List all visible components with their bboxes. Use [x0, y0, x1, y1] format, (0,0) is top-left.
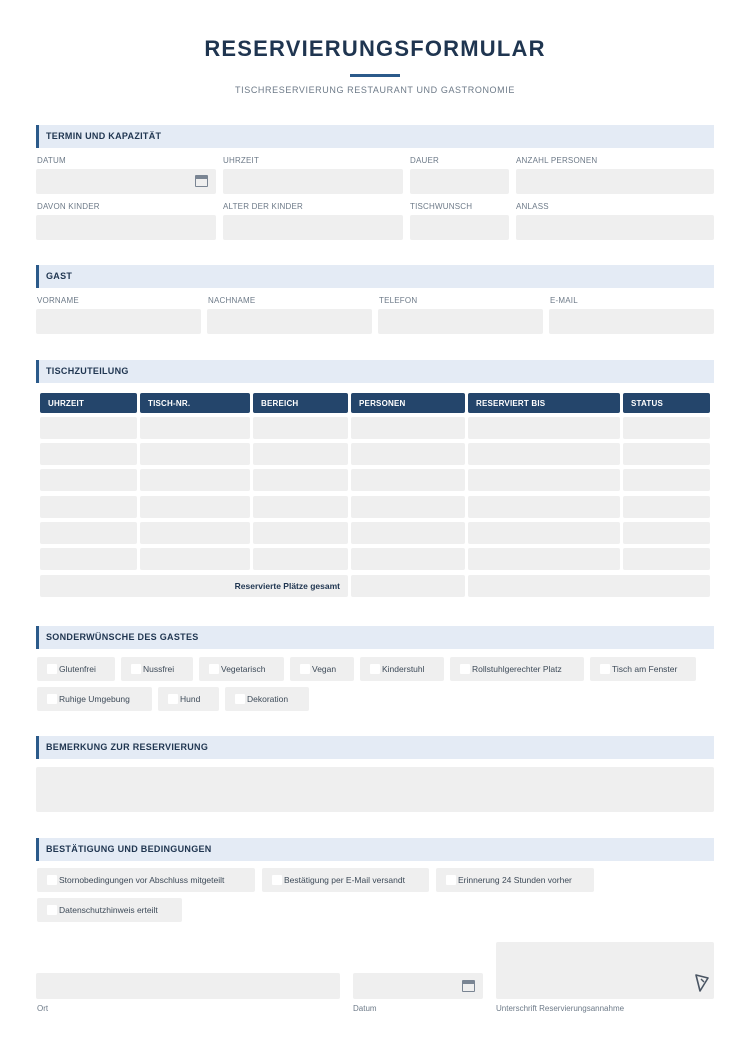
title-underline [350, 74, 400, 77]
table-cell[interactable] [253, 522, 348, 544]
section-bestaetigung [36, 838, 714, 861]
davon-kinder-field[interactable] [36, 215, 216, 240]
table-cell[interactable] [351, 469, 465, 491]
option-hund[interactable]: Hund [158, 687, 219, 711]
option-vegan[interactable]: Vegan [290, 657, 354, 681]
bemerkung-textarea[interactable] [36, 767, 714, 812]
table-cell[interactable] [623, 548, 710, 570]
section-bestaetigung-heading: BESTÄTIGUNG UND BEDINGUNGEN [46, 844, 212, 854]
table-cell[interactable] [140, 469, 250, 491]
anzahl-personen-field[interactable] [516, 169, 714, 194]
checkbox[interactable] [300, 664, 310, 674]
signature-field[interactable] [496, 942, 714, 999]
telefon-field[interactable] [378, 309, 543, 334]
table-cell[interactable] [623, 522, 710, 544]
table-cell[interactable] [140, 417, 250, 439]
checkbox[interactable] [460, 664, 470, 674]
table-cell[interactable] [253, 443, 348, 465]
table-cell[interactable] [140, 522, 250, 544]
option-ruhige-umgebung[interactable]: Ruhige Umgebung [37, 687, 152, 711]
nachname-field[interactable] [207, 309, 372, 334]
table-cell[interactable] [40, 469, 137, 491]
label-unterschrift: Unterschrift Reservierungsannahme [496, 1004, 625, 1013]
table-cell[interactable] [468, 522, 620, 544]
checkbox[interactable] [47, 905, 57, 915]
option-erinnerung[interactable]: Erinnerung 24 Stunden vorher [436, 868, 594, 892]
page-title: RESERVIERUNGSFORMULAR [204, 36, 546, 61]
anlass-field[interactable] [516, 215, 714, 240]
label-nachname: NACHNAME [208, 296, 256, 305]
checkbox[interactable] [446, 875, 456, 885]
option-nussfrei[interactable]: Nussfrei [121, 657, 193, 681]
table-header-tisch-nr: TISCH-NR. [140, 393, 250, 413]
table-header-bereich: BEREICH [253, 393, 348, 413]
section-termin [36, 125, 714, 148]
section-tischzuteilung-heading: TISCHZUTEILUNG [46, 366, 129, 376]
label-ort: Ort [37, 1004, 49, 1013]
label-telefon: TELEFON [379, 296, 418, 305]
uhrzeit-field[interactable] [223, 169, 403, 194]
table-cell[interactable] [140, 443, 250, 465]
section-sonderwuensche-heading: SONDERWÜNSCHE DES GASTES [46, 632, 199, 642]
section-tischzuteilung [36, 360, 714, 383]
table-cell[interactable] [468, 548, 620, 570]
table-cell[interactable] [351, 496, 465, 518]
table-cell[interactable] [351, 522, 465, 544]
checkbox[interactable] [370, 664, 380, 674]
label-davon-kinder: DAVON KINDER [37, 202, 100, 211]
table-cell[interactable] [140, 548, 250, 570]
label-anlass: ANLASS [516, 202, 549, 211]
alter-kinder-field[interactable] [223, 215, 403, 240]
table-cell[interactable] [253, 548, 348, 570]
table-cell[interactable] [40, 548, 137, 570]
table-sum-row [40, 575, 348, 597]
table-cell[interactable] [623, 469, 710, 491]
table-cell[interactable] [351, 548, 465, 570]
label-footer-datum: Datum [353, 1004, 377, 1013]
label-email: E-MAIL [550, 296, 578, 305]
page-subtitle: TISCHRESERVIERUNG RESTAURANT UND GASTRONOMIE [235, 85, 515, 95]
table-header-personen: PERSONEN [351, 393, 465, 413]
calendar-icon[interactable] [195, 175, 208, 187]
table-sum-blank [468, 575, 710, 597]
table-cell[interactable] [40, 417, 137, 439]
option-dekoration[interactable]: Dekoration [225, 687, 309, 711]
footer-datum-field[interactable] [353, 973, 483, 999]
dauer-field[interactable] [410, 169, 509, 194]
label-uhrzeit: UHRZEIT [223, 156, 260, 165]
table-cell[interactable] [253, 469, 348, 491]
table-sum-label: Reservierte Plätze gesamt [234, 581, 340, 591]
table-cell[interactable] [623, 496, 710, 518]
table-header-uhrzeit: UHRZEIT [40, 393, 137, 413]
section-termin-heading: TERMIN UND KAPAZITÄT [46, 131, 162, 141]
table-cell[interactable] [351, 443, 465, 465]
datum-field[interactable] [36, 169, 216, 194]
option-kinderstuhl[interactable]: Kinderstuhl [360, 657, 444, 681]
table-cell[interactable] [623, 417, 710, 439]
label-tischwunsch: TISCHWUNSCH [410, 202, 473, 211]
table-sum-personen[interactable] [351, 575, 465, 597]
table-cell[interactable] [351, 417, 465, 439]
tischwunsch-field[interactable] [410, 215, 509, 240]
option-glutenfrei[interactable]: Glutenfrei [37, 657, 115, 681]
option-tisch-am-fenster[interactable]: Tisch am Fenster [590, 657, 696, 681]
option-rollstuhlgerechter-platz[interactable]: Rollstuhlgerechter Platz [450, 657, 584, 681]
table-cell[interactable] [468, 417, 620, 439]
label-anzahl-personen: ANZAHL PERSONEN [516, 156, 598, 165]
checkbox[interactable] [47, 664, 57, 674]
option-datenschutzhinweis[interactable]: Datenschutzhinweis erteilt [37, 898, 182, 922]
table-header-status: STATUS [623, 393, 710, 413]
table-cell[interactable] [468, 469, 620, 491]
ort-field[interactable] [36, 973, 340, 999]
checkbox[interactable] [47, 694, 57, 704]
vorname-field[interactable] [36, 309, 201, 334]
checkbox[interactable] [235, 694, 245, 704]
section-gast [36, 265, 714, 288]
pen-icon [695, 974, 709, 992]
table-cell[interactable] [40, 443, 137, 465]
label-alter-kinder: ALTER DER KINDER [223, 202, 303, 211]
table-cell[interactable] [253, 496, 348, 518]
label-dauer: DAUER [410, 156, 440, 165]
label-datum: DATUM [37, 156, 66, 165]
checkbox[interactable] [272, 875, 282, 885]
table-header-reserviert-bis: RESERVIERT BIS [468, 393, 620, 413]
checkbox[interactable] [131, 664, 141, 674]
table-cell[interactable] [40, 522, 137, 544]
email-field[interactable] [549, 309, 714, 334]
checkbox[interactable] [47, 875, 57, 885]
table-cell[interactable] [468, 496, 620, 518]
table-cell[interactable] [140, 496, 250, 518]
section-bemerkung [36, 736, 714, 759]
checkbox[interactable] [209, 664, 219, 674]
section-bemerkung-heading: BEMERKUNG ZUR RESERVIERUNG [46, 742, 209, 752]
option-bestaetigung-email[interactable]: Bestätigung per E-Mail versandt [262, 868, 429, 892]
section-sonderwuensche [36, 626, 714, 649]
option-stornobedingungen[interactable]: Stornobedingungen vor Abschluss mitgeteilt [37, 868, 255, 892]
calendar-icon[interactable] [462, 980, 475, 992]
table-cell[interactable] [623, 443, 710, 465]
label-vorname: VORNAME [37, 296, 79, 305]
checkbox[interactable] [600, 664, 610, 674]
section-gast-heading: GAST [46, 271, 73, 281]
table-cell[interactable] [40, 496, 137, 518]
table-cell[interactable] [253, 417, 348, 439]
checkbox[interactable] [168, 694, 178, 704]
table-cell[interactable] [468, 443, 620, 465]
option-vegetarisch[interactable]: Vegetarisch [199, 657, 284, 681]
